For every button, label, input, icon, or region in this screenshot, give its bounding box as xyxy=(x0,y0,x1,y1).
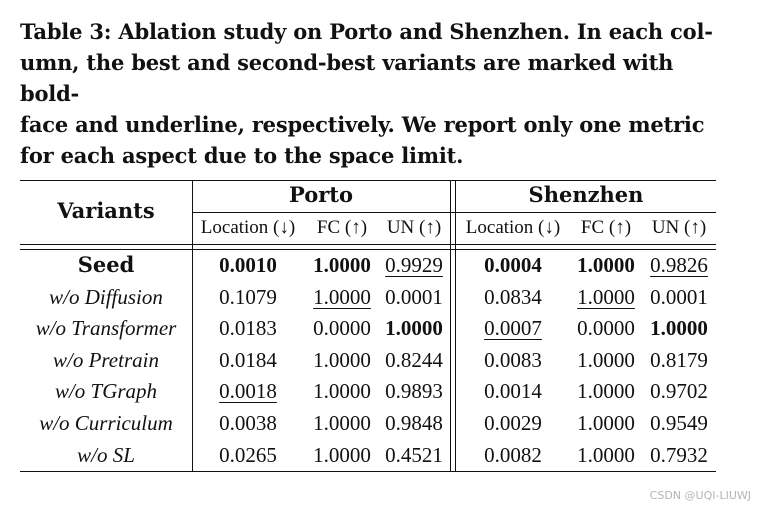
table-cell xyxy=(378,282,450,312)
cell-value: 0.9848 xyxy=(385,411,443,435)
table-caption xyxy=(20,16,720,171)
cell-value: 0.4521 xyxy=(385,442,443,467)
table-cell xyxy=(642,376,716,406)
cell-value: 1.0000 xyxy=(650,316,708,341)
cell-value: 0.9893 xyxy=(385,379,443,404)
cell-value: 0.0083 xyxy=(484,347,542,372)
table-cell xyxy=(456,376,570,406)
cell-value: 0.0014 xyxy=(484,379,542,404)
cell-value: 0.0018 xyxy=(219,379,277,404)
table-cell xyxy=(642,313,716,343)
header-rule xyxy=(20,244,716,245)
cell-value: 1.0000 xyxy=(577,347,635,372)
table-cell xyxy=(570,282,642,312)
table-cell xyxy=(306,376,378,406)
table-cell xyxy=(192,440,304,470)
table-cell xyxy=(642,250,716,280)
variant-name: Seed xyxy=(77,252,135,277)
table-cell xyxy=(570,345,642,375)
cell-value: 1.0000 xyxy=(385,316,443,341)
metric-header: Location (↓) xyxy=(200,217,296,238)
cell-value: 0.0183 xyxy=(219,316,277,341)
cell-value: 1.0000 xyxy=(577,442,635,467)
table-cell xyxy=(570,250,642,280)
table-cell xyxy=(378,376,450,406)
cell-value: 0.0038 xyxy=(219,411,277,435)
variant-name: w/o Pretrain xyxy=(53,347,159,372)
cell-value: 0.0001 xyxy=(650,284,708,309)
table-cell xyxy=(306,345,378,375)
cell-value: 0.9702 xyxy=(650,379,708,404)
table-cell xyxy=(306,250,378,280)
metric-header: FC (↑) xyxy=(580,217,632,238)
group-header-porto: Porto xyxy=(288,182,353,207)
table-cell xyxy=(456,408,570,438)
table-cell xyxy=(192,250,304,280)
table-cell xyxy=(192,376,304,406)
table-cell xyxy=(570,408,642,438)
caption-line: face and underline, respectively. We report only one metric xyxy=(20,112,705,137)
cell-value: 0.1079 xyxy=(219,284,277,309)
cell-value: 0.9929 xyxy=(385,253,443,277)
cell-value: 0.9826 xyxy=(650,253,708,277)
caption-line: umn, the best and second-best variants are marked with bold- xyxy=(20,50,674,106)
cell-value: 0.0004 xyxy=(484,253,542,277)
cell-value: 0.8244 xyxy=(385,347,443,372)
cell-value: 0.8179 xyxy=(650,347,708,372)
table-cell xyxy=(642,282,716,312)
group-header-shenzhen: Shenzhen xyxy=(528,182,644,207)
cell-value: 0.0000 xyxy=(313,316,371,341)
metric-header: Location (↓) xyxy=(465,217,561,238)
ablation-table xyxy=(20,180,716,472)
bottom-rule xyxy=(20,471,716,472)
caption-line: for each aspect due to the space limit. xyxy=(20,143,464,168)
table-cell xyxy=(306,408,378,438)
table-cell xyxy=(192,282,304,312)
table-cell xyxy=(456,282,570,312)
cell-value: 0.0184 xyxy=(219,347,277,372)
caption-line: Table 3: Ablation study on Porto and Shenzhen. In each col- xyxy=(20,19,713,44)
variant-name: w/o Diffusion xyxy=(49,284,163,309)
cell-value: 1.0000 xyxy=(313,411,371,435)
variant-name: w/o SL xyxy=(77,442,135,467)
table-cell xyxy=(306,282,378,312)
cell-value: 1.0000 xyxy=(313,442,371,467)
table-cell xyxy=(378,345,450,375)
watermark: CSDN @UQI-LIUWJ xyxy=(649,489,751,502)
cell-value: 1.0000 xyxy=(577,253,635,277)
cell-value: 0.0834 xyxy=(484,284,542,309)
table-cell xyxy=(192,408,304,438)
metric-header: UN (↑) xyxy=(651,217,707,238)
metric-header: FC (↑) xyxy=(316,217,368,238)
table-cell xyxy=(306,313,378,343)
table-cell xyxy=(192,313,304,343)
metric-header: UN (↑) xyxy=(386,217,442,238)
cell-value: 0.0007 xyxy=(484,316,542,341)
variant-name: w/o Transformer xyxy=(35,316,177,341)
cell-value: 0.7932 xyxy=(650,442,708,467)
table-cell xyxy=(456,250,570,280)
variant-name: w/o Curriculum xyxy=(39,411,173,435)
cell-value: 0.0082 xyxy=(484,442,542,467)
group-divider xyxy=(450,180,451,472)
cell-value: 1.0000 xyxy=(577,284,635,309)
table-cell xyxy=(570,376,642,406)
table-cell xyxy=(378,250,450,280)
cell-value: 0.0000 xyxy=(577,316,635,341)
table-cell xyxy=(378,408,450,438)
variant-name: w/o TGraph xyxy=(54,379,158,404)
table-cell xyxy=(642,408,716,438)
cell-value: 0.0010 xyxy=(219,253,277,277)
cell-value: 1.0000 xyxy=(577,379,635,404)
table-cell xyxy=(378,313,450,343)
table-cell xyxy=(642,345,716,375)
cell-value: 0.0001 xyxy=(385,284,443,309)
table-cell xyxy=(456,345,570,375)
cell-value: 0.0265 xyxy=(219,442,277,467)
cell-value: 1.0000 xyxy=(313,347,371,372)
variants-header: Variants xyxy=(57,198,155,223)
table-cell xyxy=(456,313,570,343)
cell-value: 0.0029 xyxy=(484,411,542,435)
table-cell xyxy=(306,440,378,470)
cell-value: 0.9549 xyxy=(650,411,708,435)
table-cell xyxy=(570,440,642,470)
table-cell xyxy=(378,440,450,470)
cell-value: 1.0000 xyxy=(313,379,371,404)
cell-value: 1.0000 xyxy=(313,284,371,309)
table-cell xyxy=(642,440,716,470)
table-cell xyxy=(192,345,304,375)
cell-value: 1.0000 xyxy=(313,253,371,277)
table-cell xyxy=(570,313,642,343)
cell-value: 1.0000 xyxy=(577,411,635,435)
table-cell xyxy=(456,440,570,470)
